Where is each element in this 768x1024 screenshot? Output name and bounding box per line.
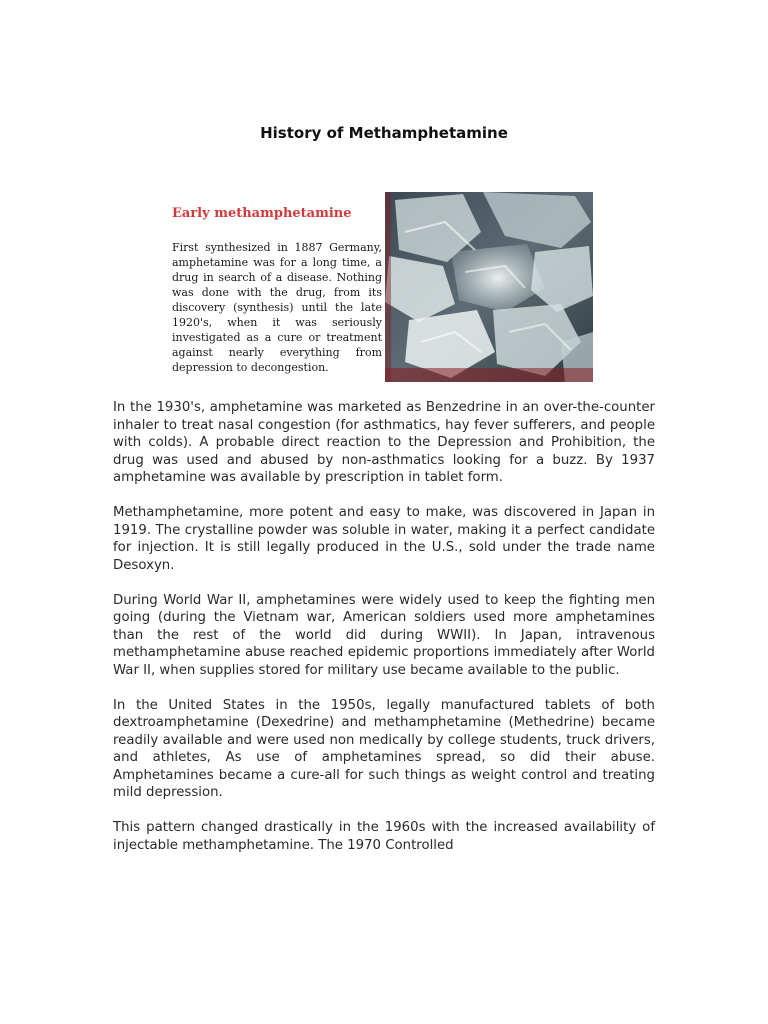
- paragraph-4: In the United States in the 1950s, legally manufactured tablets of both dextroamphetamine (Dexedrine) and methamphetamine (Methedrine) became readily available and were used non medically by college students, truck drivers, and athletes, As use of amphetamines spread, so did their abuse. Amphetamines became a cure-all for such things as weight control and treating mild depression.: [113, 697, 655, 800]
- crystal-bags-photo: [385, 192, 593, 382]
- paragraph-3: During World War II, amphetamines were widely used to keep the fighting men going (during the Vietnam war, American soldiers used more amphetamines than the rest of the world did during WWII). In Japan, intravenous methamphetamine abuse reached epidemic proportions immediately after World War II, when supplies stored for military use became available to the public.: [113, 592, 655, 678]
- paragraph-5: This pattern changed drastically in the 1960s with the increased availability of injectable methamphetamine. The 1970 Controlled: [113, 820, 655, 853]
- inset-text: First synthesized in 1887 Germany, amphetamine was for a long time, a drug in search of a disease. Nothing was done with the drug, from its discovery (synthesis) until the late 1920's, when it was seriously investigated as a cure or treatment against nearly everything from depression to decongestion.: [172, 241, 382, 374]
- page-title: History of Methamphetamine: [260, 124, 508, 142]
- body-text: [113, 399, 655, 872]
- inset-box: [172, 192, 593, 384]
- inset-heading: Early methamphetamine: [172, 206, 352, 221]
- paragraph-1: In the 1930's, amphetamine was marketed as Benzedrine in an over-the-counter inhaler to treat nasal congestion (for asthmatics, hay fever sufferers, and people with colds). A probable direct reaction to the Depression and Prohibition, the drug was used and abused by non-asthmatics looking for a buzz. By 1937 amphetamine was available by prescription in tablet form.: [113, 400, 655, 485]
- paragraph-2: Methamphetamine, more potent and easy to make, was discovered in Japan in 1919. The crystalline powder was soluble in water, making it a perfect candidate for injection. It is still legally produced in the U.S., sold under the trade name Desoxyn.: [113, 505, 655, 573]
